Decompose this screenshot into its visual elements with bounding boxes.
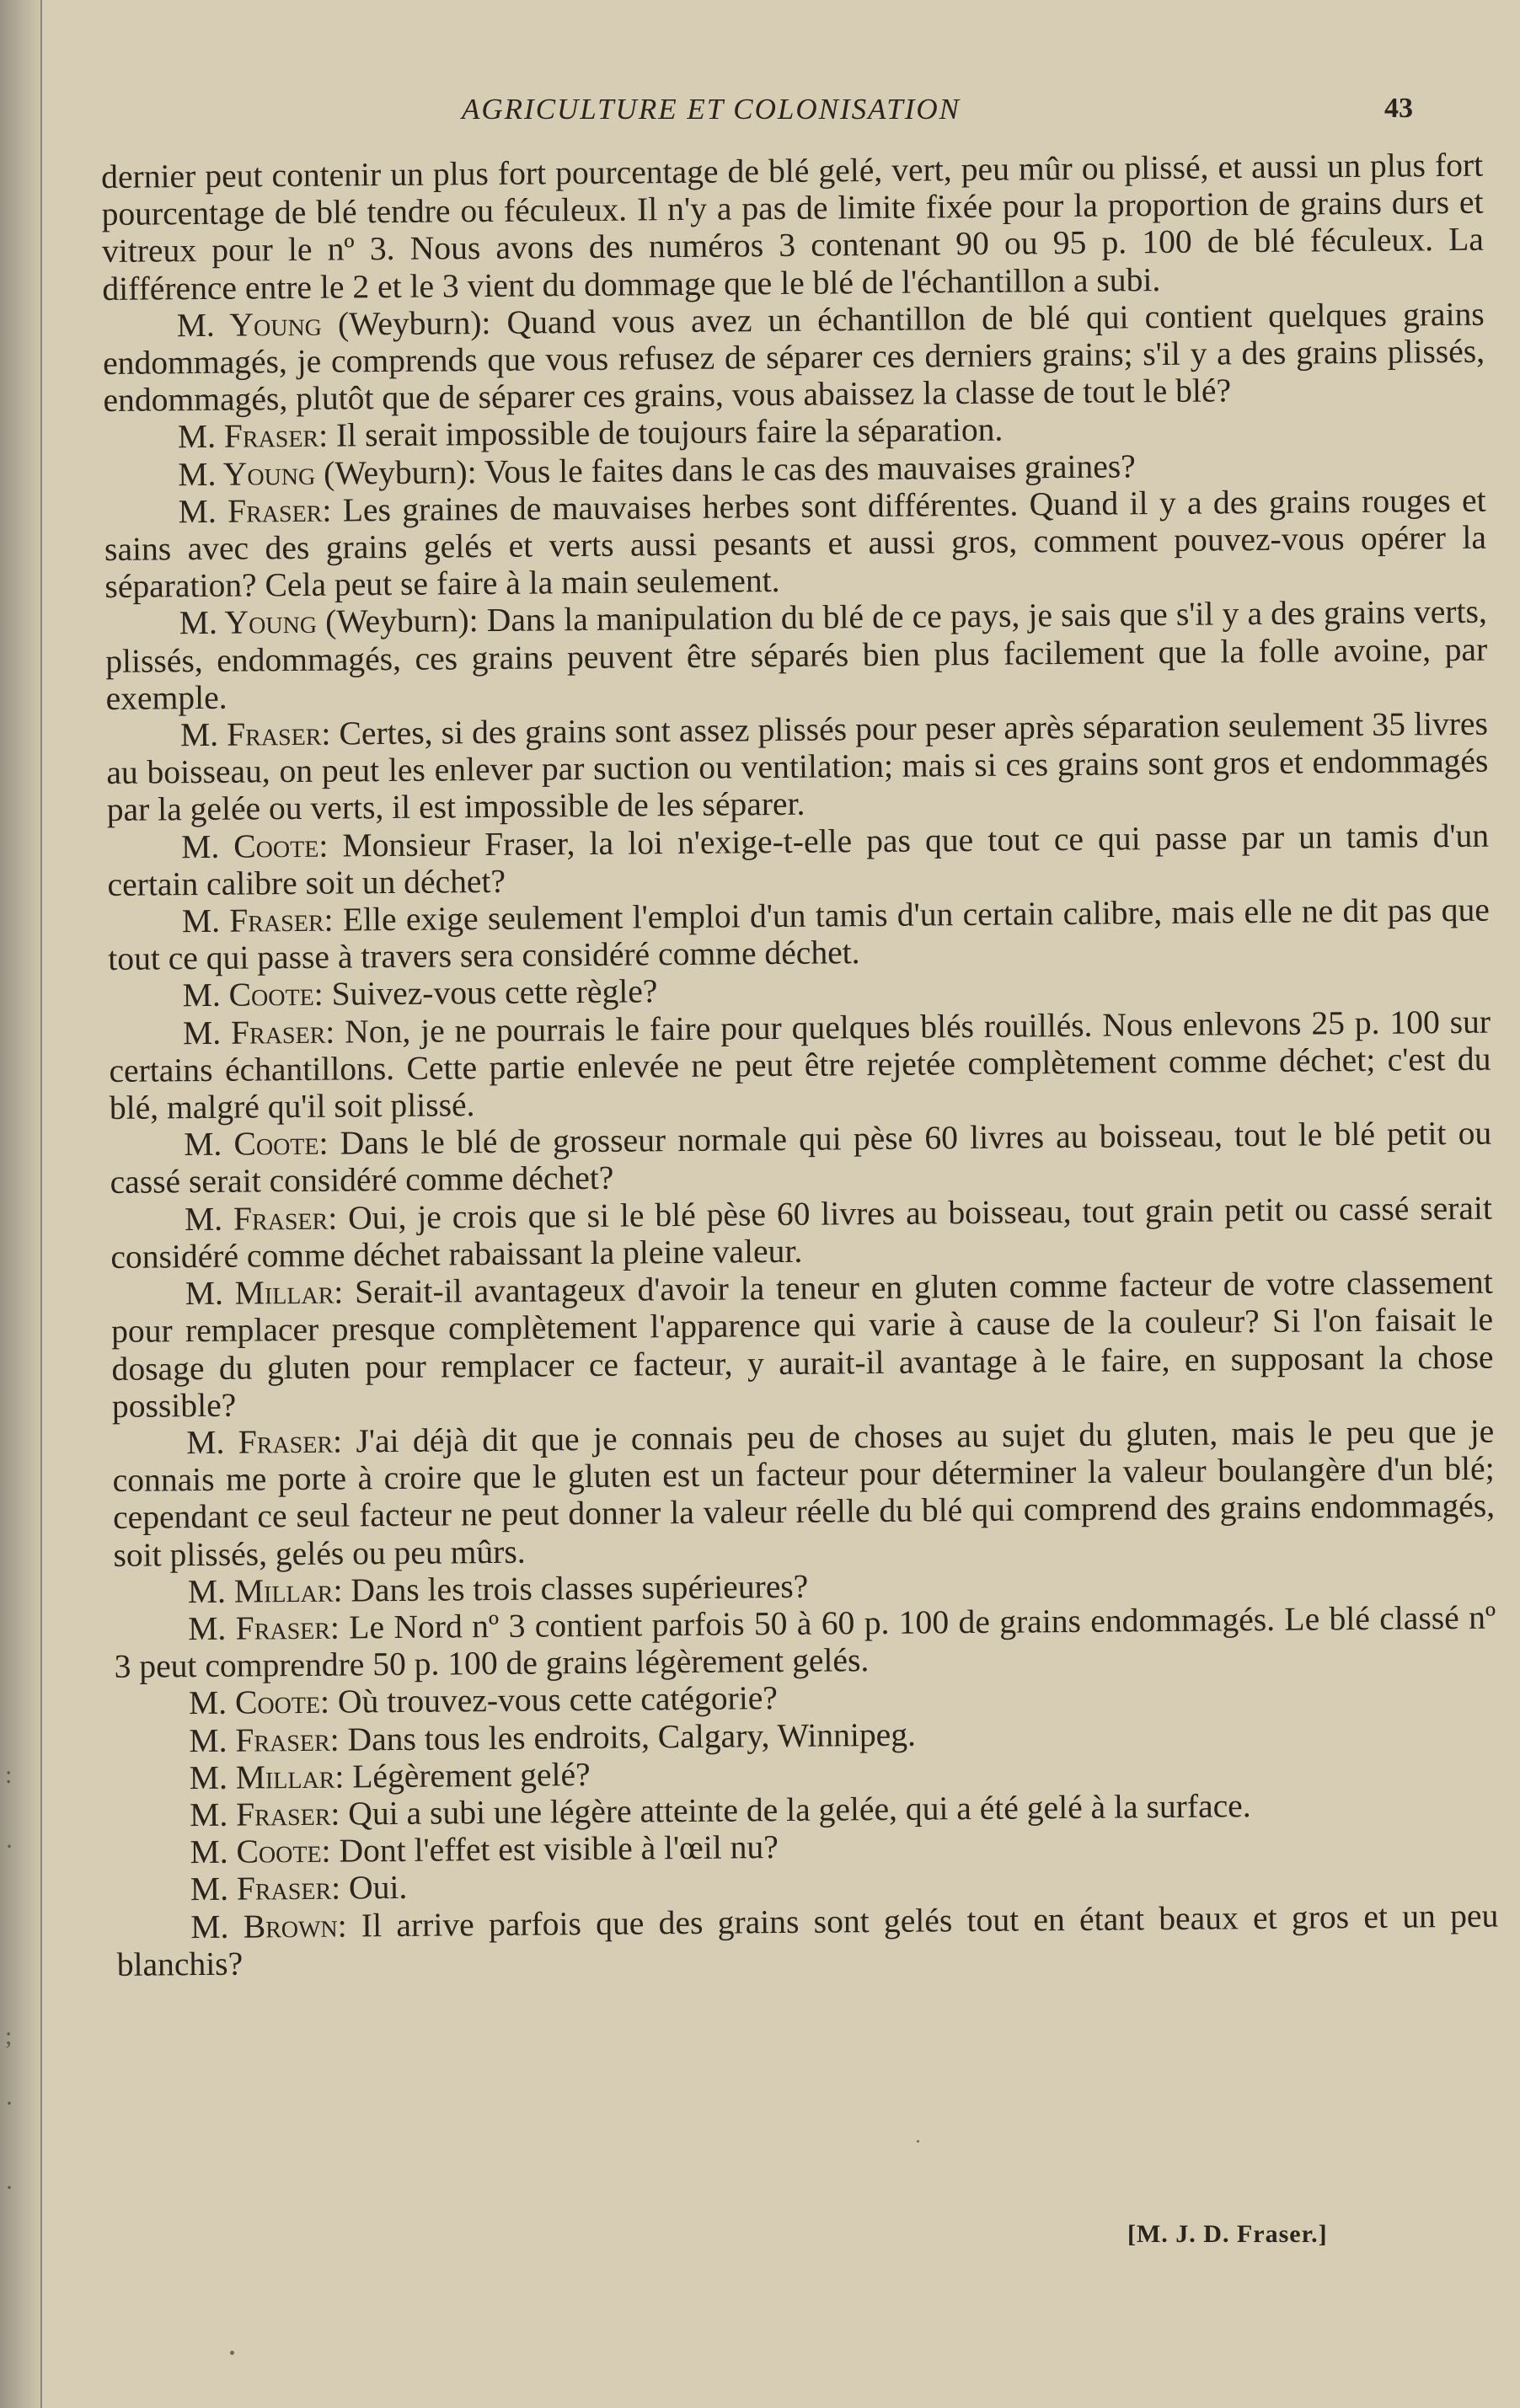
- speaker-name: M. Young: [178, 454, 316, 493]
- speaker-name: M. Coote: [180, 827, 319, 865]
- speech-text: Oui.: [348, 1869, 408, 1907]
- speech-paragraph: M. Coote: Où trouvez-vous cette catégorie?: [188, 1679, 779, 1722]
- speech-paragraph: M. Coote: Suivez-vous cette règle?: [182, 972, 658, 1014]
- speech-text: Le Nord nº 3 contient parfois 50 à 60 p. 100 de grains endommagés. Le blé classé nº 3 peut comprendre 50 p. 100 de grains légèrement gelés.: [114, 1598, 1496, 1686]
- binding-gutter: [0, 0, 42, 2408]
- speech-paragraph: M. Fraser: Certes, si des grains sont assez plissés pour peser après séparation seulement 35 livres au boisseau, on peut les enlever par suction ou ventilation; mais si ces grains sont gros et endommagés par la gelée ou verts, il est impossible de les séparer.: [106, 704, 1489, 829]
- speech-paragraph: M. Fraser: Elle exige seulement l'emploi d'un tamis d'un certain calibre, mais elle ne dit pas que tout ce qui passe à travers sera considéré comme déchet.: [108, 891, 1491, 978]
- speech-text: Suivez-vous cette règle?: [331, 972, 658, 1014]
- speech-text: Vous le faites dans le cas des mauvaises graines?: [484, 447, 1136, 490]
- speech-text: Dans tous les endroits, Calgary, Winnipeg.: [347, 1715, 917, 1758]
- speech-text: Légèrement gelé?: [352, 1755, 591, 1795]
- speaker-suffix: (Weyburn): [316, 602, 469, 641]
- page-header: [40, 93, 1520, 136]
- speech-text: Il serait impossible de toujours faire la séparation.: [335, 411, 1004, 454]
- speaker-name: M. Millar: [187, 1571, 334, 1610]
- speaker-name: M. Fraser: [178, 491, 323, 531]
- speech-text: J'ai déjà dit que je connais peu de choses au sujet du gluten, mais le peu que je connais me porte à croire que le gluten est un facteur pour déterminer la valeur boulangère d'un blé; cependant ce seul facteur ne peut donner la valeur réelle du blé qui comprend des grains endommagés, soit plissés, gelés ou peu mûrs.: [112, 1412, 1496, 1574]
- speech-text: Dans les trois classes supérieures?: [351, 1567, 809, 1609]
- gutter-mark: ·: [5, 2090, 13, 2117]
- speaker-name: M. Millar: [189, 1758, 335, 1796]
- speech-text: Quand vous avez un échantillon de blé qui contient quelques grains endommagés, je comprends que vous refusez de séparer ces derniers grains; s'il y a des grains plissés, endommagés, plutôt que de séparer ces grains, vous abaissez la classe de tout le blé?: [102, 295, 1485, 420]
- speech-paragraph: M. Young (Weyburn): Vous le faites dans le cas des mauvaises graines?: [178, 447, 1136, 493]
- speaker-name: M. Fraser: [179, 714, 322, 754]
- speaker-name: M. Fraser: [181, 901, 324, 940]
- gutter-mark: ·: [5, 1833, 13, 1860]
- exchange-list: [103, 295, 1499, 1983]
- running-title: AGRICULTURE ET COLONISATION: [462, 93, 961, 126]
- speech-paragraph: M. Millar: Dans les trois classes supérieures?: [187, 1567, 809, 1610]
- speech-paragraph: M. Brown: Il arrive parfois que des grains sont gelés tout en étant beaux et gros et un peu blanchis?: [116, 1897, 1499, 1983]
- gutter-mark: ·: [5, 2174, 13, 2202]
- speech-text: Il arrive parfois que des grains sont gelés tout en étant beaux et gros et un peu blanchis?: [116, 1897, 1499, 1983]
- speaker-suffix: (Weyburn): [315, 452, 468, 492]
- speech-paragraph: M. Young (Weyburn): Dans la manipulation du blé de ce pays, je sais que s'il y a des grains verts, plissés, endommagés, ces grains peuvent être séparés bien plus facilement que la folle avoine, par exemple.: [105, 593, 1488, 717]
- speaker-name: M. Coote: [184, 1125, 319, 1164]
- speaker-name: M. Fraser: [177, 417, 319, 456]
- speaker-name: M. Millar: [185, 1273, 335, 1313]
- speech-paragraph: M. Fraser: Qui a subi une légère atteinte de la gelée, qui a été gelé à la surface.: [189, 1787, 1251, 1834]
- speech-text: Dont l'effet est visible à l'œil nu?: [339, 1828, 779, 1870]
- speech-paragraph: M. Fraser: Il serait impossible de toujours faire la séparation.: [177, 411, 1004, 456]
- speech-paragraph: M. Fraser: Les graines de mauvaises herbes sont différentes. Quand il y a des grains rouges et sains avec des grains gelés et verts aussi pesants et aussi gros, comment pouvez-vous opérer la séparation? Cela peut se faire à la main seulement.: [104, 481, 1487, 606]
- speaker-name: M. Coote: [190, 1832, 322, 1871]
- speech-paragraph: M. Coote: Monsieur Fraser, la loi n'exige-t-elle pas que tout ce qui passe par un tamis d'un certain calibre soit un déchet?: [107, 816, 1490, 903]
- speaker-name: M. Coote: [188, 1683, 321, 1722]
- paper-speck: [917, 2140, 919, 2143]
- body-text: [101, 147, 1499, 1983]
- speaker-name: M. Fraser: [189, 1795, 331, 1834]
- speech-text: Certes, si des grains sont assez plissés pour peser après séparation seulement 35 livres au boisseau, on peut les enlever par suction ou ventilation; mais si ces grains sont gros et endommagés par la gelée ou verts, il est impossible de les séparer.: [106, 704, 1489, 829]
- speaker-name: M. Fraser: [184, 1199, 329, 1238]
- speaker-name: M. Fraser: [190, 1870, 332, 1908]
- speech-paragraph: M. Young (Weyburn): Quand vous avez un échantillon de blé qui contient quelques grains endommagés, je comprends que vous refusez de séparer ces derniers grains; s'il y a des grains plissés, endommagés, plutôt que de séparer ces grains, vous abaissez la classe de tout le blé?: [102, 295, 1485, 420]
- gutter-mark: ;: [5, 2022, 13, 2050]
- speaker-name: M. Fraser: [186, 1422, 334, 1462]
- speech-paragraph: M. Fraser: Le Nord nº 3 contient parfois 50 à 60 p. 100 de grains endommagés. Le blé classé nº 3 peut comprendre 50 p. 100 de grains légèrement gelés.: [114, 1598, 1496, 1686]
- speaker-suffix: (Weyburn): [321, 303, 482, 343]
- speech-text: Les graines de mauvaises herbes sont différentes. Quand il y a des grains rouges et sains avec des grains gelés et verts aussi pesants et aussi gros, comment pouvez-vous opérer la séparation? Cela peut se faire à la main seulement.: [104, 481, 1487, 606]
- speech-paragraph: M. Coote: Dont l'effet est visible à l'œil nu?: [190, 1828, 779, 1871]
- speech-text: Monsieur Fraser, la loi n'exige-t-elle pas que tout ce qui passe par un tamis d'un certain calibre soit un déchet?: [107, 816, 1490, 903]
- signature: [M. J. D. Fraser.]: [1127, 2220, 1328, 2248]
- speaker-name: M. Young: [176, 305, 323, 345]
- speech-paragraph: M. Millar: Serait-il avantageux d'avoir la teneur en gluten comme facteur de votre classement pour remplacer presque complètement l'apparence qui varie à cause de la couleur? Si l'on faisait le dosage du gluten pour remplacer ce facteur, y aurait-il avantage à le faire, en supposant la chose possible?: [110, 1263, 1494, 1425]
- speech-paragraph: M. Fraser: Oui, je crois que si le blé pèse 60 livres au boisseau, tout grain petit ou cassé serait considéré comme déchet rabaissant la pleine valeur.: [110, 1189, 1493, 1276]
- speech-text: Dans le blé de grosseur normale qui pèse 60 livres au boisseau, tout le blé petit ou cassé serait considéré comme déchet?: [110, 1114, 1492, 1201]
- speech-paragraph: M. Fraser: J'ai déjà dit que je connais peu de choses au sujet du gluten, mais le peu que je connais me porte à croire que le gluten est un facteur pour déterminer la valeur boulangère d'un blé; cependant ce seul facteur ne peut donner la valeur réelle du blé qui comprend des grains endommagés, soit plissés, gelés ou peu mûrs.: [112, 1412, 1496, 1574]
- speech-text: Qui a subi une légère atteinte de la gelée, qui a été gelé à la surface.: [348, 1787, 1251, 1833]
- speaker-name: M. Fraser: [188, 1608, 331, 1648]
- book-page: [40, 0, 1520, 2408]
- speech-text: Elle exige seulement l'emploi d'un tamis d'un certain calibre, mais elle ne dit pas que tout ce qui passe à travers sera considéré comme déchet.: [108, 891, 1491, 978]
- speech-paragraph: M. Fraser: Dans tous les endroits, Calgary, Winnipeg.: [189, 1715, 917, 1759]
- speech-paragraph: M. Fraser: Oui.: [190, 1869, 408, 1908]
- speaker-name: M. Young: [179, 603, 318, 642]
- speaker-name: M. Brown: [190, 1907, 338, 1945]
- speech-text: Serait-il avantageux d'avoir la teneur en gluten comme facteur de votre classement pour remplacer presque complètement l'apparence qui varie à cause de la couleur? Si l'on faisait le dosage du gluten pour remplacer ce facteur, y aurait-il avantage à le faire, en supposant la chose possible?: [110, 1263, 1494, 1425]
- speaker-name: M. Fraser: [189, 1720, 330, 1759]
- speech-paragraph: M. Coote: Dans le blé de grosseur normale qui pèse 60 livres au boisseau, tout le blé petit ou cassé serait considéré comme déchet?: [110, 1114, 1492, 1201]
- speaker-name: M. Coote: [182, 976, 314, 1014]
- speech-text: Où trouvez-vous cette catégorie?: [337, 1679, 779, 1720]
- gutter-mark: :: [5, 1761, 13, 1789]
- speech-text: Dans la manipulation du blé de ce pays, je sais que s'il y a des grains verts, plissés, endommagés, ces grains peuvent être séparés bien plus facilement que la folle avoine, par exemple.: [105, 593, 1488, 717]
- speech-paragraph: M. Millar: Légèrement gelé?: [189, 1755, 591, 1796]
- speech-text: Oui, je crois que si le blé pèse 60 livres au boisseau, tout grain petit ou cassé serait considéré comme déchet rabaissant la pleine valeur.: [110, 1189, 1493, 1276]
- speaker-name: M. Fraser: [182, 1013, 326, 1051]
- paper-speck: [230, 2351, 234, 2355]
- speech-text: Non, je ne pourrais le faire pour quelques blés rouillés. Nous enlevons 25 p. 100 sur certains échantillons. Cette partie enlevée ne peut être rejetée complètement comme déchet; c'est du blé, malgré qu'il soit plissé.: [109, 1003, 1491, 1127]
- speech-paragraph: M. Fraser: Non, je ne pourrais le faire pour quelques blés rouillés. Nous enlevons 25 p. 100 sur certains échantillons. Cette partie enlevée ne peut être rejetée complètement comme déchet; c'est du blé, malgré qu'il soit plissé.: [109, 1003, 1491, 1127]
- opening-paragraph: dernier peut contenir un plus fort pourcentage de blé gelé, vert, peu mûr ou plissé, et aussi un plus fort pourcentage de blé tendre ou féculeux. Il n'y a pas de limite fixée pour la proportion de grains durs et vitreux pour le nº 3. Nous avons des numéros 3 contenant 90 ou 95 p. 100 de blé féculeux. La différence entre le 2 et le 3 vient du dommage que le blé de l'échantillon a subi.: [101, 146, 1485, 308]
- page-number: 43: [1384, 93, 1413, 124]
